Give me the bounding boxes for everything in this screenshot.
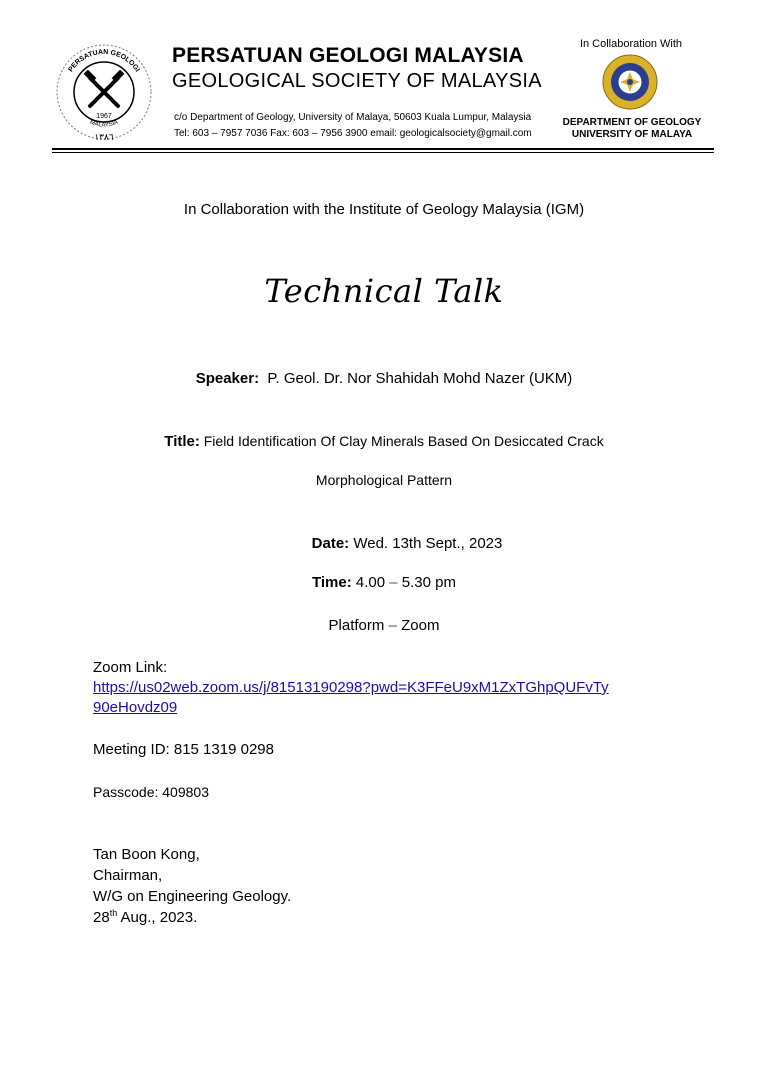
- time-start: 4.00: [355, 574, 386, 591]
- intro-line: In Collaboration with the Institute of Geology Malaysia (IGM): [183, 201, 585, 218]
- signature-date: [93, 908, 197, 926]
- passcode: Passcode: 409803: [93, 784, 209, 800]
- svg-text:MALAYSIA: [89, 120, 119, 129]
- logo-year: 1967: [96, 113, 112, 120]
- title-value-line2: Morphological Pattern: [315, 472, 453, 488]
- signature-date-day: 28: [93, 909, 110, 926]
- time-end: 5.30 pm: [401, 574, 456, 591]
- talk-title-line: [0, 433, 768, 450]
- university-seal-icon: [601, 53, 659, 111]
- title-label: Title:: [164, 433, 200, 450]
- time-dash: –: [389, 574, 398, 591]
- speaker-line: [0, 370, 768, 387]
- zoom-link-continued[interactable]: 90eHovdz09: [93, 699, 178, 716]
- signatory-name: Tan Boon Kong,: [93, 846, 200, 863]
- speaker-label: Speaker:: [195, 370, 260, 387]
- platform-value: Zoom: [401, 617, 440, 634]
- platform-label: Platform: [328, 617, 385, 634]
- org-contact: Tel: 603 – 7957 7036 Fax: 603 – 7956 3900 email: geologicalsociety@gmail.com: [174, 128, 532, 139]
- collab-label: In Collaboration With: [579, 38, 683, 50]
- header-divider-thin: [52, 152, 714, 153]
- page-title: Technical Talk: [264, 272, 504, 310]
- logo-ring-text-bottom: MALAYSIA: [88, 119, 120, 129]
- meeting-id: Meeting ID: 815 1319 0298: [93, 741, 274, 758]
- date-value: Wed. 13th Sept., 2023: [353, 535, 503, 552]
- platform-line: [0, 617, 768, 634]
- logo-ring-text-top: PERSATUAN GEOLOGI: [67, 48, 141, 74]
- org-name: PERSATUAN GEOLOGI MALAYSIA: [172, 44, 524, 67]
- signature-date-suffix: th: [109, 908, 118, 918]
- crossed-hammers-icon: [84, 70, 125, 106]
- org-address: c/o Department of Geology, University of Malaya, 50603 Kuala Lumpur, Malaysia: [174, 112, 532, 123]
- signatory-group: W/G on Engineering Geology.: [93, 888, 292, 905]
- header-divider: [52, 148, 714, 150]
- zoom-link[interactable]: https://us02web.zoom.us/j/81513190298?pwd=K3FFeU9xM1ZxTGhpQUFvTy: [93, 679, 609, 696]
- society-logo: [52, 40, 156, 144]
- time-label: Time:: [312, 574, 352, 591]
- signature-date-rest: Aug., 2023.: [117, 909, 198, 926]
- department-name: DEPARTMENT OF GEOLOGY: [562, 117, 702, 128]
- university-name: UNIVERSITY OF MALAYA: [571, 129, 693, 140]
- date-line: [0, 535, 768, 552]
- signatory-role: Chairman,: [93, 867, 163, 884]
- time-line: [0, 574, 768, 591]
- date-label: Date:: [311, 535, 350, 552]
- logo-jawi-year: ١٣٨٦: [94, 133, 114, 143]
- org-name-english: GEOLOGICAL SOCIETY OF MALAYSIA: [172, 70, 542, 92]
- platform-dash: –: [388, 617, 397, 634]
- speaker-value: P. Geol. Dr. Nor Shahidah Mohd Nazer (UKM): [267, 370, 573, 387]
- title-value-line1: Field Identification Of Clay Minerals Based On Desiccated Crack: [203, 433, 604, 449]
- zoom-link-label: Zoom Link:: [93, 659, 168, 676]
